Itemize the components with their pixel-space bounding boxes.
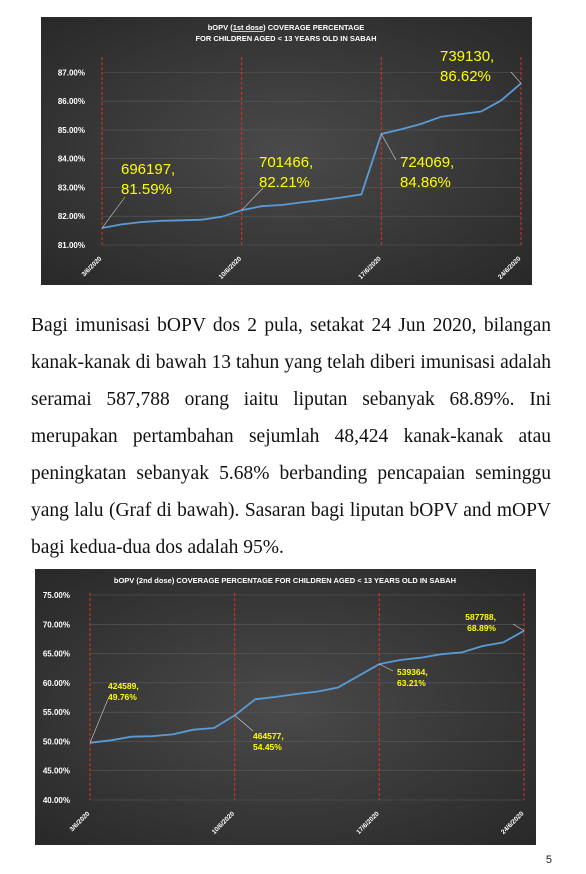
annotation-percent: 63.21% <box>397 678 426 688</box>
chart2-title: bOPV (2nd dose) COVERAGE PERCENTAGE FOR CHILDREN AGED < 13 YEARS OLD IN SABAH <box>113 576 457 585</box>
chart1-title-line2: FOR CHILDREN AGED < 13 YEARS OLD IN SABAH <box>195 34 377 43</box>
annotation-percent: 68.89% <box>467 623 496 633</box>
bopv-dose2-chart <box>35 569 536 845</box>
y-tick-label: 85.00% <box>57 125 85 135</box>
bopv-dose1-chart <box>41 17 532 285</box>
x-tick-label: 17/6/2020 <box>357 255 383 281</box>
annotation-count: 701466, <box>259 154 314 171</box>
x-tick-label: 10/6/2020 <box>217 255 244 281</box>
y-tick-label: 70.00% <box>42 620 70 630</box>
y-tick-label: 65.00% <box>42 649 70 659</box>
annotation-count: 539364, <box>397 667 428 677</box>
annotation-percent: 81.59% <box>121 181 172 198</box>
bopv-dose2-svg <box>35 569 536 845</box>
y-tick-label: 60.00% <box>42 678 70 688</box>
y-tick-label: 55.00% <box>42 708 70 718</box>
annotation-count: 587788, <box>465 612 496 622</box>
y-tick-label: 40.00% <box>42 796 70 805</box>
x-tick-label: 24/6/2020 <box>497 255 523 281</box>
annotation-percent: 84.86% <box>400 174 451 191</box>
y-tick-label: 45.00% <box>42 766 70 776</box>
y-tick-label: 75.00% <box>42 591 70 600</box>
annotation-percent: 82.21% <box>259 174 310 191</box>
y-tick-label: 82.00% <box>57 212 85 222</box>
x-tick-label: 3/6/2020 <box>68 810 92 834</box>
x-tick-label: 3/6/2020 <box>80 255 104 279</box>
annotation-percent: 54.45% <box>253 742 282 752</box>
y-tick-label: 50.00% <box>42 737 70 747</box>
chart1-title: bOPV (1st dose) COVERAGE PERCENTAGE <box>207 23 365 32</box>
body-paragraph <box>31 307 551 566</box>
annotation-count: 464577, <box>253 731 284 741</box>
annotation-count: 739130, <box>440 48 495 65</box>
annotation-count: 696197, <box>121 161 176 178</box>
annotation-count: 724069, <box>400 154 455 171</box>
paragraph-text: Bagi imunisasi bOPV dos 2 pula, setakat 24 Jun 2020, bilangan kanak-kanak di bawah 13 tahun yang telah diberi imunisasi adalah seramai 587,788 orang iaitu liputan sebanyak 68.89%. Ini merupakan pertambahan sejumlah 48,424 kanak-kanak atau peningkatan sebanyak 5.68% berbanding pencapaian seminggu yang lalu (Graf di bawah). Sasaran bagi liputan bOPV and mOPV bagi kedua-dua dos adalah 95%. <box>31 315 551 558</box>
y-tick-label: 87.00% <box>57 68 85 78</box>
page-number: 5 <box>545 854 552 866</box>
x-tick-label: 10/6/2020 <box>210 810 237 836</box>
y-tick-label: 81.00% <box>57 241 85 250</box>
annotation-count: 424589, <box>108 681 139 691</box>
y-tick-label: 86.00% <box>57 97 85 107</box>
bopv-dose1-svg <box>41 17 532 285</box>
annotation-percent: 86.62% <box>440 68 491 85</box>
x-tick-label: 24/6/2020 <box>500 810 526 836</box>
x-tick-label: 17/6/2020 <box>355 810 381 836</box>
y-tick-label: 83.00% <box>57 183 85 193</box>
annotation-percent: 49.76% <box>108 692 137 702</box>
y-tick-label: 84.00% <box>57 154 85 164</box>
